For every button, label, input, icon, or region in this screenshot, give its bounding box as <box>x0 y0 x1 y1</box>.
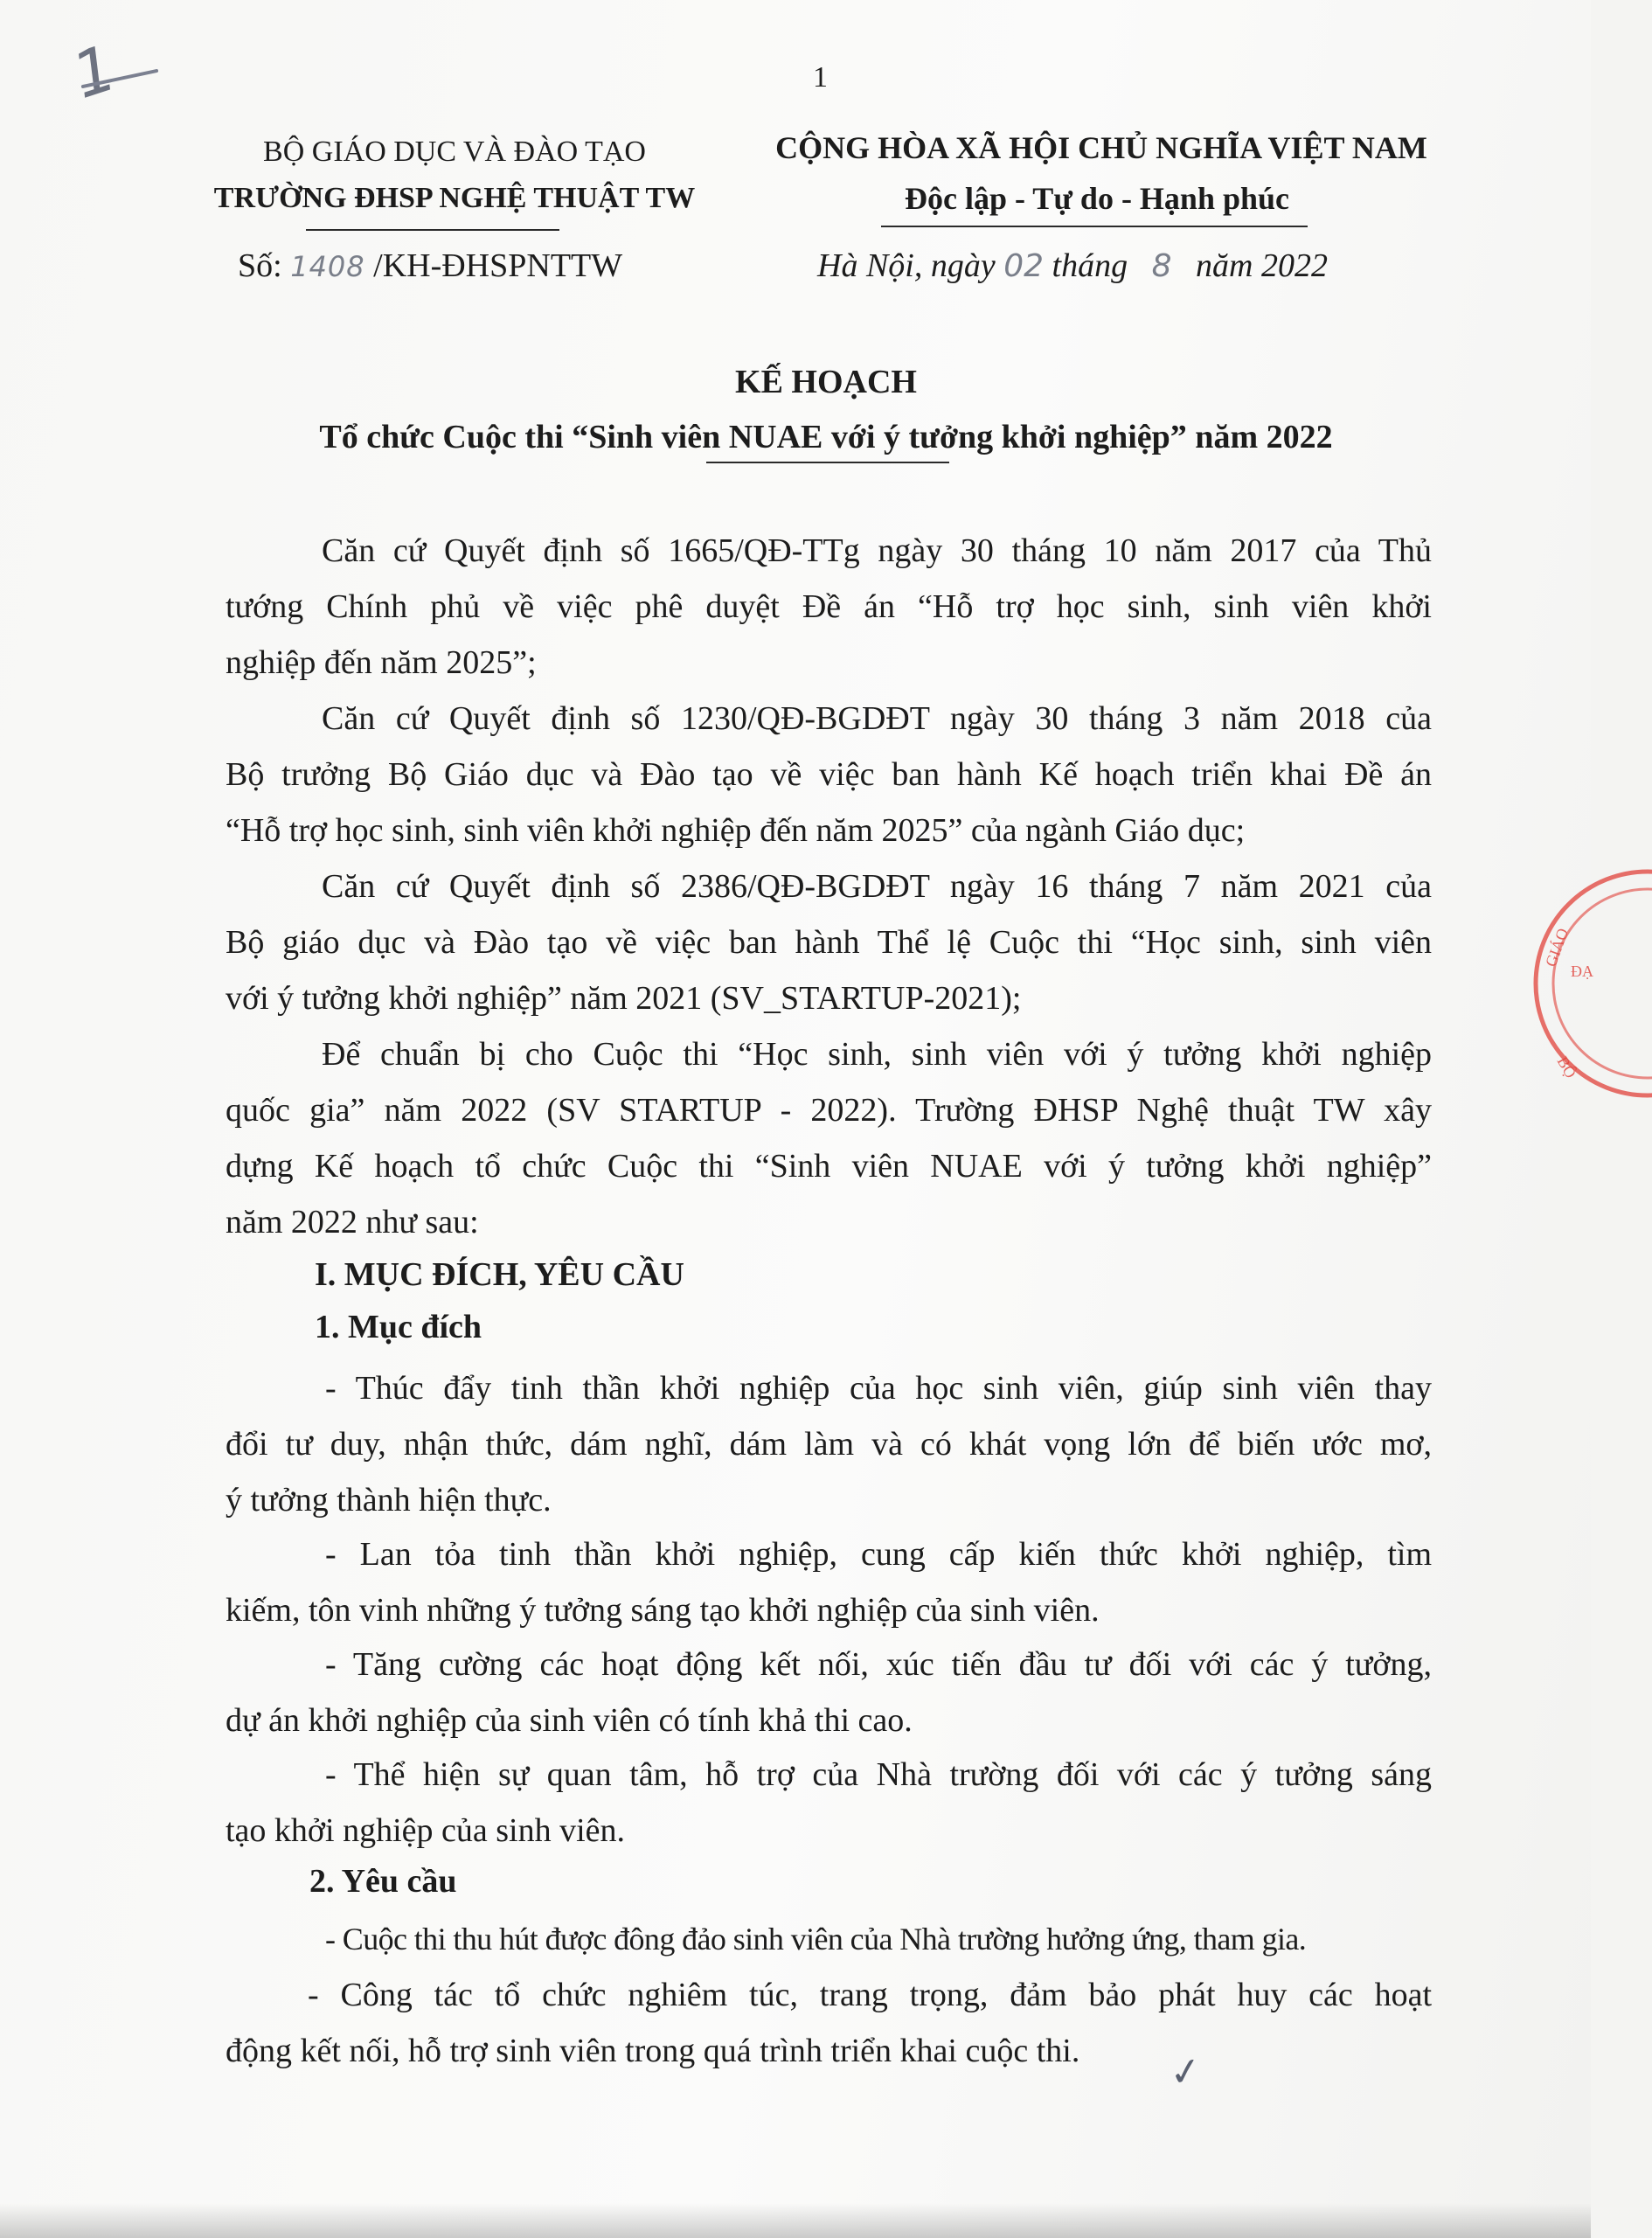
purpose-item-2-line: kiếm, tôn vinh những ý tưởng sáng tạo khởi nghiệp của sinh viên. <box>226 1592 1100 1629</box>
purpose-item-2-line: - Lan tỏa tinh thần khởi nghiệp, cung cấp kiến thức khởi nghiệp, tìm <box>325 1536 1432 1573</box>
purpose-item-3-line: dự án khởi nghiệp của sinh viên có tính khả thi cao. <box>226 1702 913 1739</box>
legal-basis-3-line: Căn cứ Quyết định số 2386/QĐ-BGDĐT ngày 16 tháng 7 năm 2021 của <box>322 868 1432 905</box>
purpose-item-1-line: ý tưởng thành hiện thực. <box>226 1482 552 1519</box>
corner-handwritten-mark: 1 <box>64 30 125 114</box>
national-motto: Độc lập - Tự do - Hạnh phúc <box>904 181 1290 216</box>
svg-text:GIÁO: GIÁO <box>1541 926 1572 970</box>
purpose-item-3-line: - Tăng cường các hoạt động kết nối, xúc tiến đầu tư đối với các ý tưởng, <box>325 1646 1432 1683</box>
legal-basis-2-line: Bộ trưởng Bộ Giáo dục và Đào tạo về việc ban hành Kế hoạch triển khai Đề án <box>226 756 1432 793</box>
legal-basis-3-line: Bộ giáo dục và Đào tạo về việc ban hành Thể lệ Cuộc thi “Học sinh, sinh viên <box>226 924 1432 961</box>
issue-date <box>817 247 1328 285</box>
school-underline <box>306 229 559 231</box>
requirement-item-2-line: - Công tác tổ chức nghiêm túc, trang trọng, đảm bảo phát huy các hoạt <box>308 1977 1432 2013</box>
page-number: 1 <box>813 61 828 94</box>
ministry-name: BỘ GIÁO DỤC VÀ ĐÀO TẠO <box>263 136 646 168</box>
section-heading: I. MỤC ĐÍCH, YÊU CẦU <box>315 1256 684 1293</box>
document-subtitle: Tổ chức Cuộc thi “Sinh viên NUAE với ý tưởng khởi nghiệp” năm 2022 <box>319 419 1333 455</box>
date-month-label: tháng <box>1052 247 1128 284</box>
subtitle-underline <box>706 462 949 463</box>
document-number <box>238 247 622 285</box>
purpose-item-4-line: - Thể hiện sự quan tâm, hỗ trợ của Nhà trường đối với các ý tưởng sáng <box>325 1756 1432 1793</box>
subsection-heading-requirement: 2. Yêu cầu <box>309 1863 457 1900</box>
motto-underline <box>881 226 1308 227</box>
preamble-line: năm 2022 như sau: <box>226 1204 479 1241</box>
date-year: năm 2022 <box>1196 247 1328 284</box>
legal-basis-2-line: “Hỗ trợ học sinh, sinh viên khởi nghiệp đến năm 2025” của ngành Giáo dục; <box>226 812 1246 849</box>
number-handwritten: 1408 <box>290 250 365 283</box>
date-place: Hà Nội, ngày <box>817 247 996 284</box>
purpose-item-1-line: - Thúc đẩy tinh thần khởi nghiệp của học sinh viên, giúp sinh viên thay <box>325 1370 1432 1407</box>
country-name: CỘNG HÒA XÃ HỘI CHỦ NGHĨA VIỆT NAM <box>775 130 1427 165</box>
official-stamp <box>1517 861 1591 1106</box>
legal-basis-3-line: với ý tưởng khởi nghiệp” năm 2021 (SV_STARTUP-2021); <box>226 980 1022 1017</box>
subsection-heading-purpose: 1. Mục đích <box>315 1309 482 1345</box>
purpose-item-4-line: tạo khởi nghiệp của sinh viên. <box>226 1812 626 1849</box>
preamble-line: quốc gia” năm 2022 (SV STARTUP - 2022). Trường ĐHSP Nghệ thuật TW xây <box>226 1092 1432 1129</box>
date-month: 8 <box>1151 248 1172 284</box>
page-bottom-shadow <box>0 2203 1591 2238</box>
preamble-line: Để chuẩn bị cho Cuộc thi “Học sinh, sinh viên với ý tưởng khởi nghiệp <box>322 1036 1432 1073</box>
preamble-line: dựng Kế hoạch tổ chức Cuộc thi “Sinh viên NUAE với ý tưởng khởi nghiệp” <box>226 1148 1432 1185</box>
handwritten-initials: ✓ <box>1166 2047 1205 2097</box>
requirement-item-2-line: động kết nối, hỗ trợ sinh viên trong quá trình triển khai cuộc thi. <box>226 2033 1080 2069</box>
legal-basis-1-line: Căn cứ Quyết định số 1665/QĐ-TTg ngày 30 tháng 10 năm 2017 của Thủ <box>322 532 1432 569</box>
school-name: TRƯỜNG ĐHSP NGHỆ THUẬT TW <box>213 182 696 214</box>
legal-basis-2-line: Căn cứ Quyết định số 1230/QĐ-BGDĐT ngày 30 tháng 3 năm 2018 của <box>322 700 1432 737</box>
number-prefix: Số: <box>238 247 282 284</box>
document-title: KẾ HOẠCH <box>735 364 917 400</box>
number-suffix: /KH-ĐHSPNTTW <box>373 247 623 284</box>
legal-basis-1-line: tướng Chính phủ về việc phê duyệt Đề án “Hỗ trợ học sinh, sinh viên khởi <box>226 588 1432 625</box>
date-day: 02 <box>1003 248 1045 284</box>
svg-text:BỘ: BỘ <box>1553 1053 1580 1081</box>
legal-basis-1-line: nghiệp đến năm 2025”; <box>226 644 537 681</box>
requirement-item-1-line: - Cuộc thi thu hút được đông đảo sinh viên của Nhà trường hưởng ứng, tham gia. <box>325 1922 1307 1957</box>
purpose-item-1-line: đổi tư duy, nhận thức, dám nghĩ, dám làm và có khát vọng lớn để biến ước mơ, <box>226 1426 1432 1463</box>
svg-text:ĐẠ: ĐẠ <box>1571 963 1593 980</box>
